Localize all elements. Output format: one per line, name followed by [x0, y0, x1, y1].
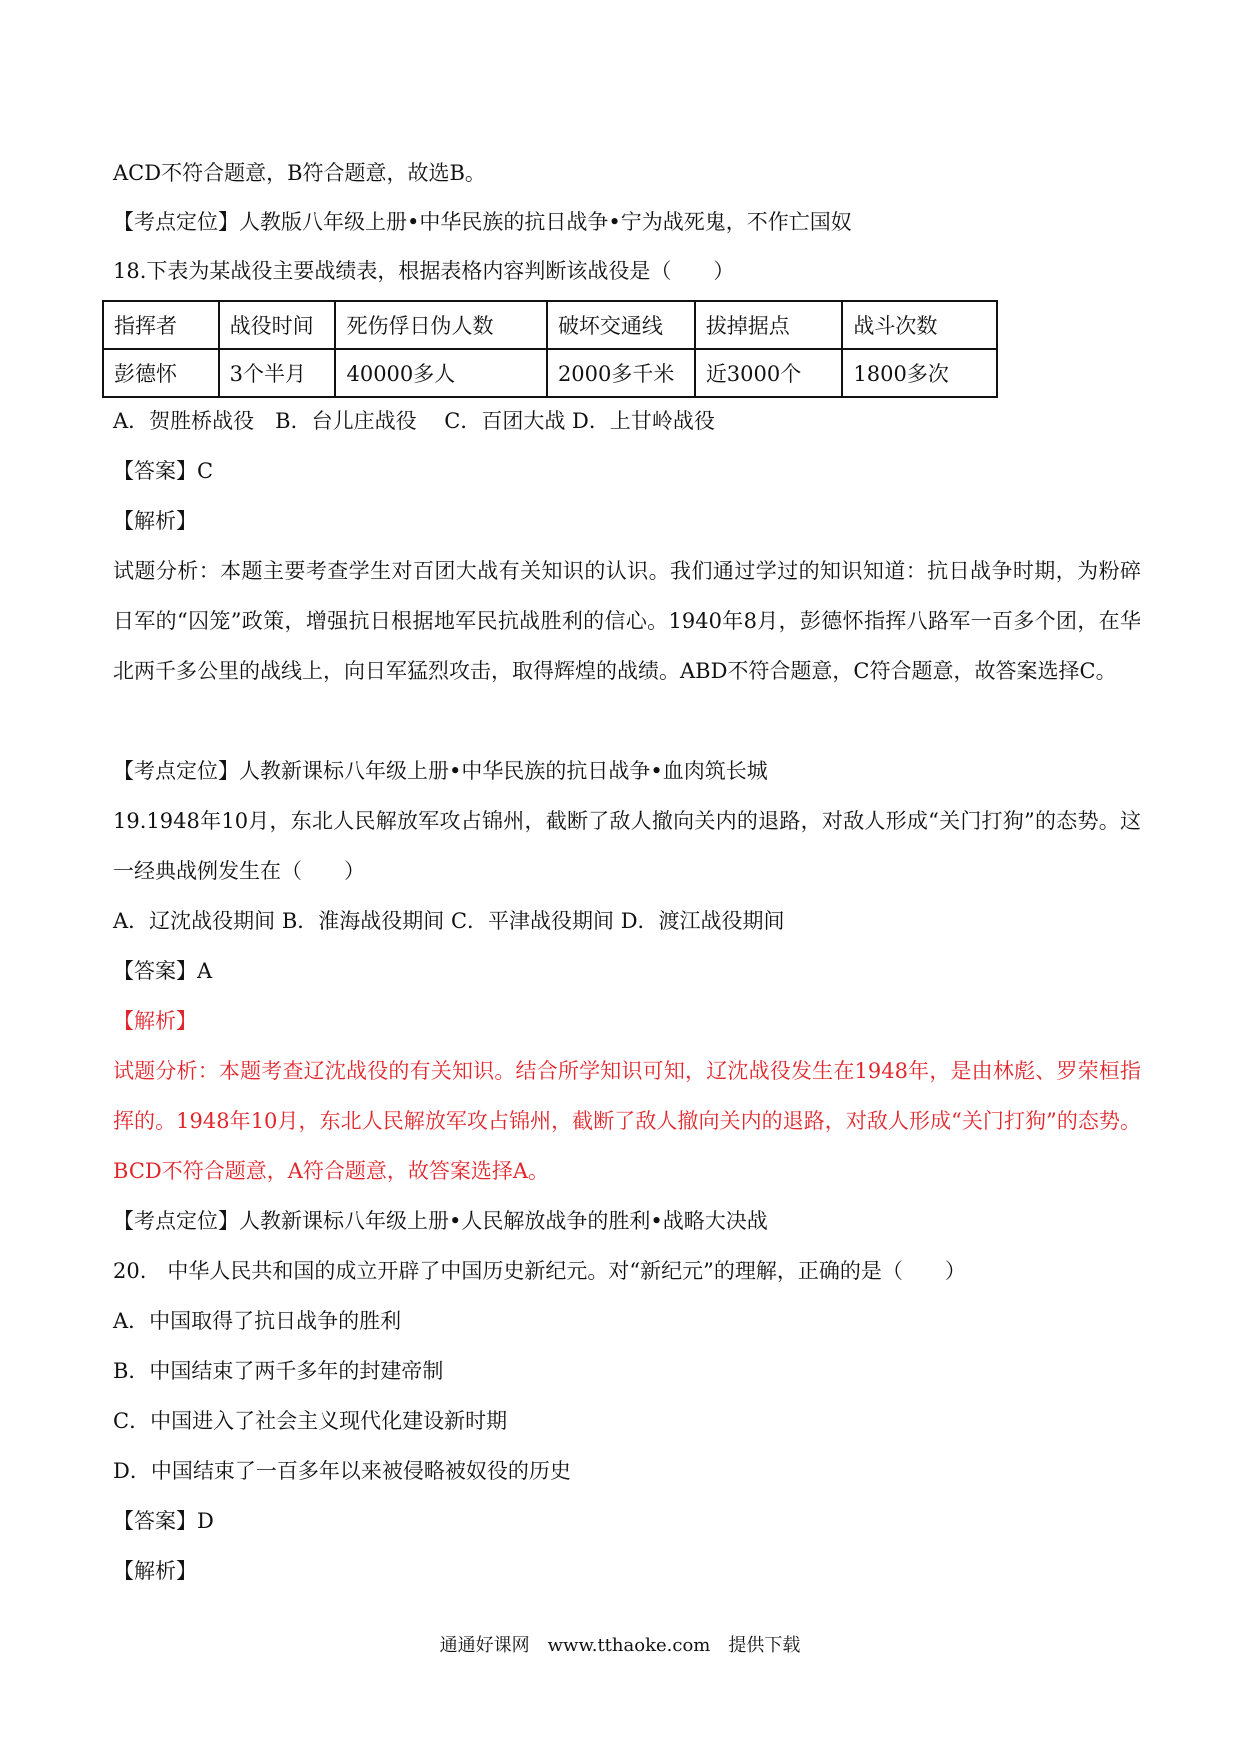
- table-cell: 近3000个: [695, 349, 843, 397]
- options-18: A．贺胜桥战役 B．台儿庄战役 C．百团大战 D．上甘岭战役: [113, 409, 715, 433]
- table-header-cell: 战斗次数: [842, 301, 997, 349]
- answer-19: 【答案】A: [113, 959, 213, 983]
- question-20: 20. 中华人民共和国的成立开辟了中国历史新纪元。对“新纪元”的理解，正确的是（ ）: [113, 1259, 966, 1283]
- table-cell: 彭德怀: [103, 349, 219, 397]
- table-cell: 3个半月: [219, 349, 336, 397]
- analysis-label-18: 【解析】: [113, 509, 197, 533]
- table-cell: 40000多人: [335, 349, 546, 397]
- option-20-d: D．中国结束了一百多年以来被侵略被奴役的历史: [113, 1459, 571, 1483]
- option-20-b: B．中国结束了两千多年的封建帝制: [113, 1359, 444, 1383]
- table-header-cell: 战役时间: [219, 301, 336, 349]
- table-header-cell: 破坏交通线: [547, 301, 695, 349]
- analysis-label-20: 【解析】: [113, 1559, 197, 1583]
- table-cell: 2000多千米: [547, 349, 695, 397]
- table-header-cell: 指挥者: [103, 301, 219, 349]
- answer-conclusion-17: ACD不符合题意，B符合题意，故选B。: [113, 161, 486, 185]
- topic-point-18: 【考点定位】人教新课标八年级上册•中华民族的抗日战争•血肉筑长城: [113, 759, 768, 783]
- topic-point-19: 【考点定位】人教新课标八年级上册•人民解放战争的胜利•战略大决战: [113, 1209, 768, 1233]
- analysis-text-19: 试题分析：本题考查辽沈战役的有关知识。结合所学知识可知，辽沈战役发生在1948年，是由林彪、罗荣桓指挥的。1948年10月，东北人民解放军攻占锦州，截断了敌人撤向关内的退路，对敌人形成“关门打狗”的态势。BCD不符合题意，A符合题意，故答案选择A。: [113, 1059, 1141, 1183]
- table-header-row: [103, 301, 997, 349]
- table-header-cell: 拔掉据点: [695, 301, 843, 349]
- answer-20: 【答案】D: [113, 1509, 214, 1533]
- page-footer: 通通好课网 www.tthaoke.com 提供下载: [439, 1635, 801, 1656]
- answer-18: 【答案】C: [113, 459, 214, 483]
- table-header-cell: 死伤俘日伪人数: [335, 301, 546, 349]
- table-row: [103, 349, 997, 397]
- question-19: 19.1948年10月，东北人民解放军攻占锦州，截断了敌人撤向关内的退路，对敌人形成“关门打狗”的态势。这一经典战例发生在（ ）: [113, 809, 1141, 883]
- analysis-text-18: 试题分析：本题主要考查学生对百团大战有关知识的认识。我们通过学过的知识知道：抗日战争时期，为粉碎日军的“囚笼”政策，增强抗日根据地军民抗战胜利的信心。1940年8月，彭德怀指挥八路军一百多个团，在华北两千多公里的战线上，向日军猛烈攻击，取得辉煌的战绩。ABD不符合题意，C符合题意，故答案选择C。: [113, 559, 1141, 683]
- analysis-label-19: 【解析】: [113, 1009, 197, 1033]
- options-19: A．辽沈战役期间 B．淮海战役期间 C．平津战役期间 D．渡江战役期间: [113, 909, 785, 933]
- battle-record-table: [102, 300, 998, 398]
- option-20-a: A．中国取得了抗日战争的胜利: [113, 1309, 402, 1333]
- option-20-c: C．中国进入了社会主义现代化建设新时期: [113, 1409, 508, 1433]
- question-18: 18.下表为某战役主要战绩表，根据表格内容判断该战役是（ ）: [113, 259, 735, 283]
- topic-point-17: 【考点定位】人教版八年级上册•中华民族的抗日战争•宁为战死鬼，不作亡国奴: [113, 210, 852, 234]
- table-cell: 1800多次: [842, 349, 997, 397]
